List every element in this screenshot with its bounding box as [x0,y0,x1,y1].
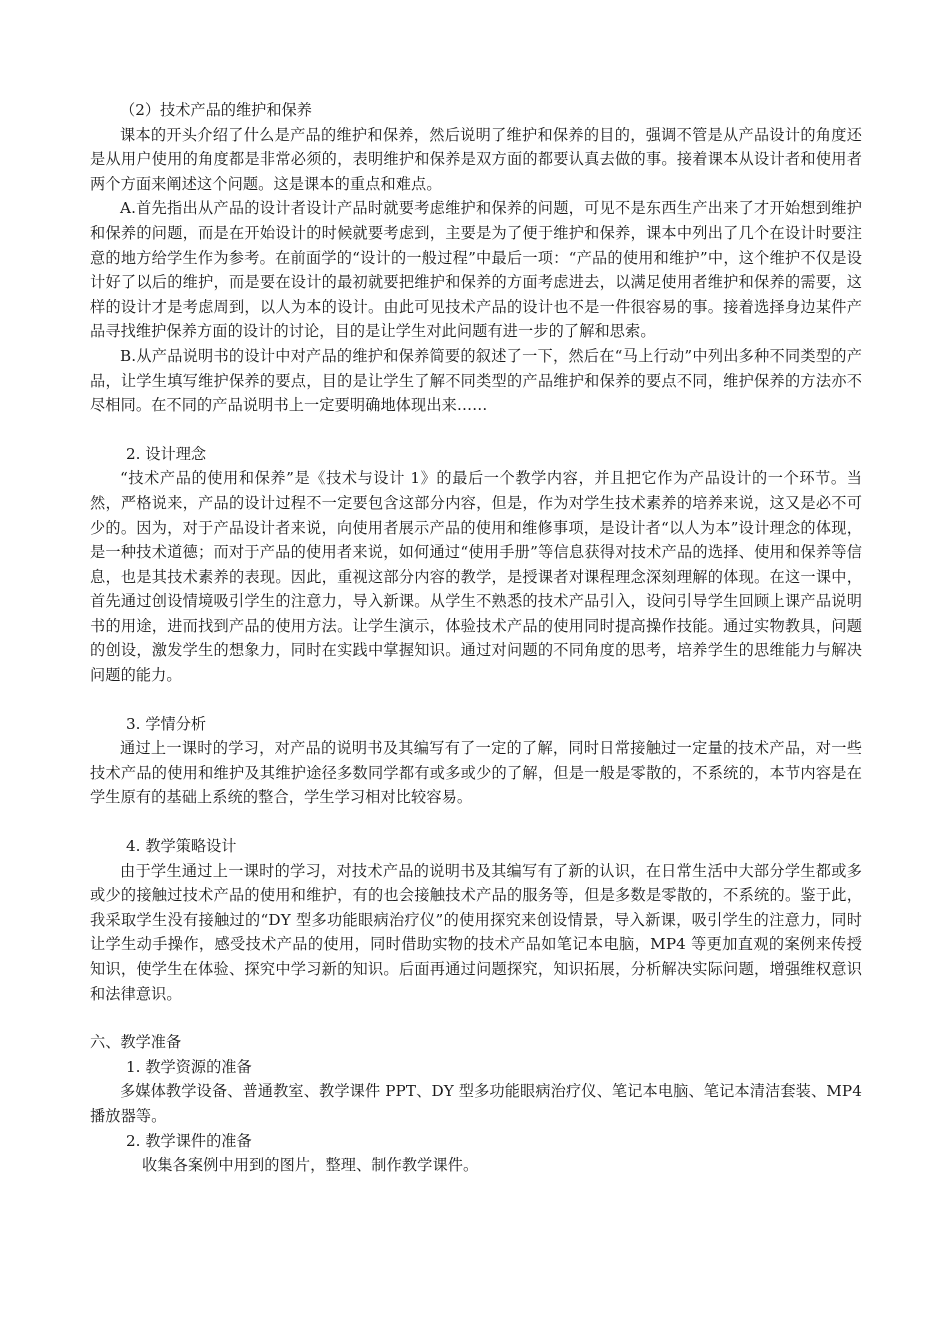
paragraph-learner-analysis: 通过上一课时的学习，对产品的说明书及其编写有了一定的了解，同时日常接触过一定量的技术产品，对一些技术产品的使用和维护及其维护途径多数同学都有或多或少的了解，但是一般是零散的，不系统的，本节内容是在学生原有的基础上系统的整合，学生学习相对比较容易。 [90,739,862,807]
section-heading-strategy: 4. 教学策略设计 [126,837,237,856]
paragraph-courseware: 收集各案例中用到的图片，整理、制作教学课件。 [142,1156,479,1175]
section-heading-learner-analysis: 3. 学情分析 [126,714,207,733]
paragraph-maintenance-a: A.首先指出从产品的设计者设计产品时就要考虑维护和保养的问题，可见不是东西生产出来了才开始想到维护和保养的问题，而是在开始设计的时候就要考虑到，主要是为了便于维护和保养，课本中列出了几个在设计时要注意的地方给学生作为参考。在前面学的“设计的一般过程”中最后一项：“产品的使用和维护”中，这个维护不仅是设计好了以后的维护，而是要在设计的最初就要把维护和保养的方面考虑进去，以满足使用者维护和保养的需要，这样的设计才是考虑周到，以人为本的设计。由此可见技术产品的设计也不是一件很容易的事。接着选择身边某件产品寻找维护保养方面的设计的讨论，目的是让学生对此问题有进一步的了解和思索。 [90,199,862,341]
section-heading-design-concept: 2. 设计理念 [126,444,207,463]
spacer [90,688,862,712]
paragraph-design-concept: “技术产品的使用和保养”是《技术与设计 1》的最后一个教学内容，并且把它作为产品设计的一个环节。当然，严格说来，产品的设计过程不一定要包含这部分内容，但是，作为对学生技术素养的培养来说，这又是必不可少的。因为，对于产品设计者来说，向使用者展示产品的使用和维修事项，是设计者“以人为本”设计理念的体现，是一种技术道德；而对于产品的使用者来说，如何通过“使用手册”等信息获得对技术产品的选择、使用和保养等信息，也是其技术素养的表现。因此，重视这部分内容的教学，是授课者对课程理念深刻理解的体现。在这一课中，首先通过创设情境吸引学生的注意力，导入新课。从学生不熟悉的技术产品引入，设问引导学生回顾上课产品说明书的用途，进而找到产品的使用方法。让学生演示，体验技术产品的使用同时提高操作技能。通过实物教具，问题的创设，激发学生的想象力，同时在实践中掌握知识。通过对问题的不同角度的思考，培养学生的思维能力与解决问题的能力。 [90,469,862,685]
spacer [90,810,862,834]
document-page [90,98,862,1178]
spacer [90,1006,862,1030]
paragraph-maintenance-intro: 课本的开头介绍了什么是产品的维护和保养，然后说明了维护和保养的目的，强调不管是从产品设计的角度还是从用户使用的角度都是非常必须的，表明维护和保养是双方面的都要认真去做的事。接着课本从设计者和使用者两个方面来阐述这个问题。这是课本的重点和难点。 [90,125,862,193]
spacer [90,418,862,442]
paragraph-strategy: 由于学生通过上一课时的学习，对技术产品的说明书及其编写有了新的认识，在日常生活中大部分学生都或多或少的接触过技术产品的使用和维护，有的也会接触技术产品的服务等，但是多数是零散的，不系统的。鉴于此，我采取学生没有接触过的“DY 型多功能眼病治疗仪”的使用探究来创设情景，导入新课，吸引学生的注意力，同时让学生动手操作，感受技术产品的使用，同时借助实物的技术产品如笔记本电脑，MP4 等更加直观的案例来传授知识，使学生在体验、探究中学习新的知识。后面再通过问题探究，知识拓展，分析解决实际问题，增强维权意识和法律意识。 [90,861,862,1003]
section-heading-maintenance: （2）技术产品的维护和保养 [120,101,312,119]
subsection-heading-courseware: 2. 教学课件的准备 [126,1131,252,1150]
subsection-heading-resources: 1. 教学资源的准备 [126,1057,252,1076]
section-heading-preparation: 六、教学准备 [90,1033,182,1052]
paragraph-maintenance-b: B.从产品说明书的设计中对产品的维护和保养简要的叙述了一下，然后在“马上行动”中列出多种不同类型的产品，让学生填写维护保养的要点，目的是让学生了解不同类型的产品维护和保养的要点不同，维护保养的方法亦不尽相同。在不同的产品说明书上一定要明确地体现出来…… [90,346,862,415]
paragraph-resources: 多媒体教学设备、普通教室、教学课件 PPT、DY 型多功能眼病治疗仪、笔记本电脑、笔记本清洁套装、MP4 播放器等。 [90,1082,862,1125]
